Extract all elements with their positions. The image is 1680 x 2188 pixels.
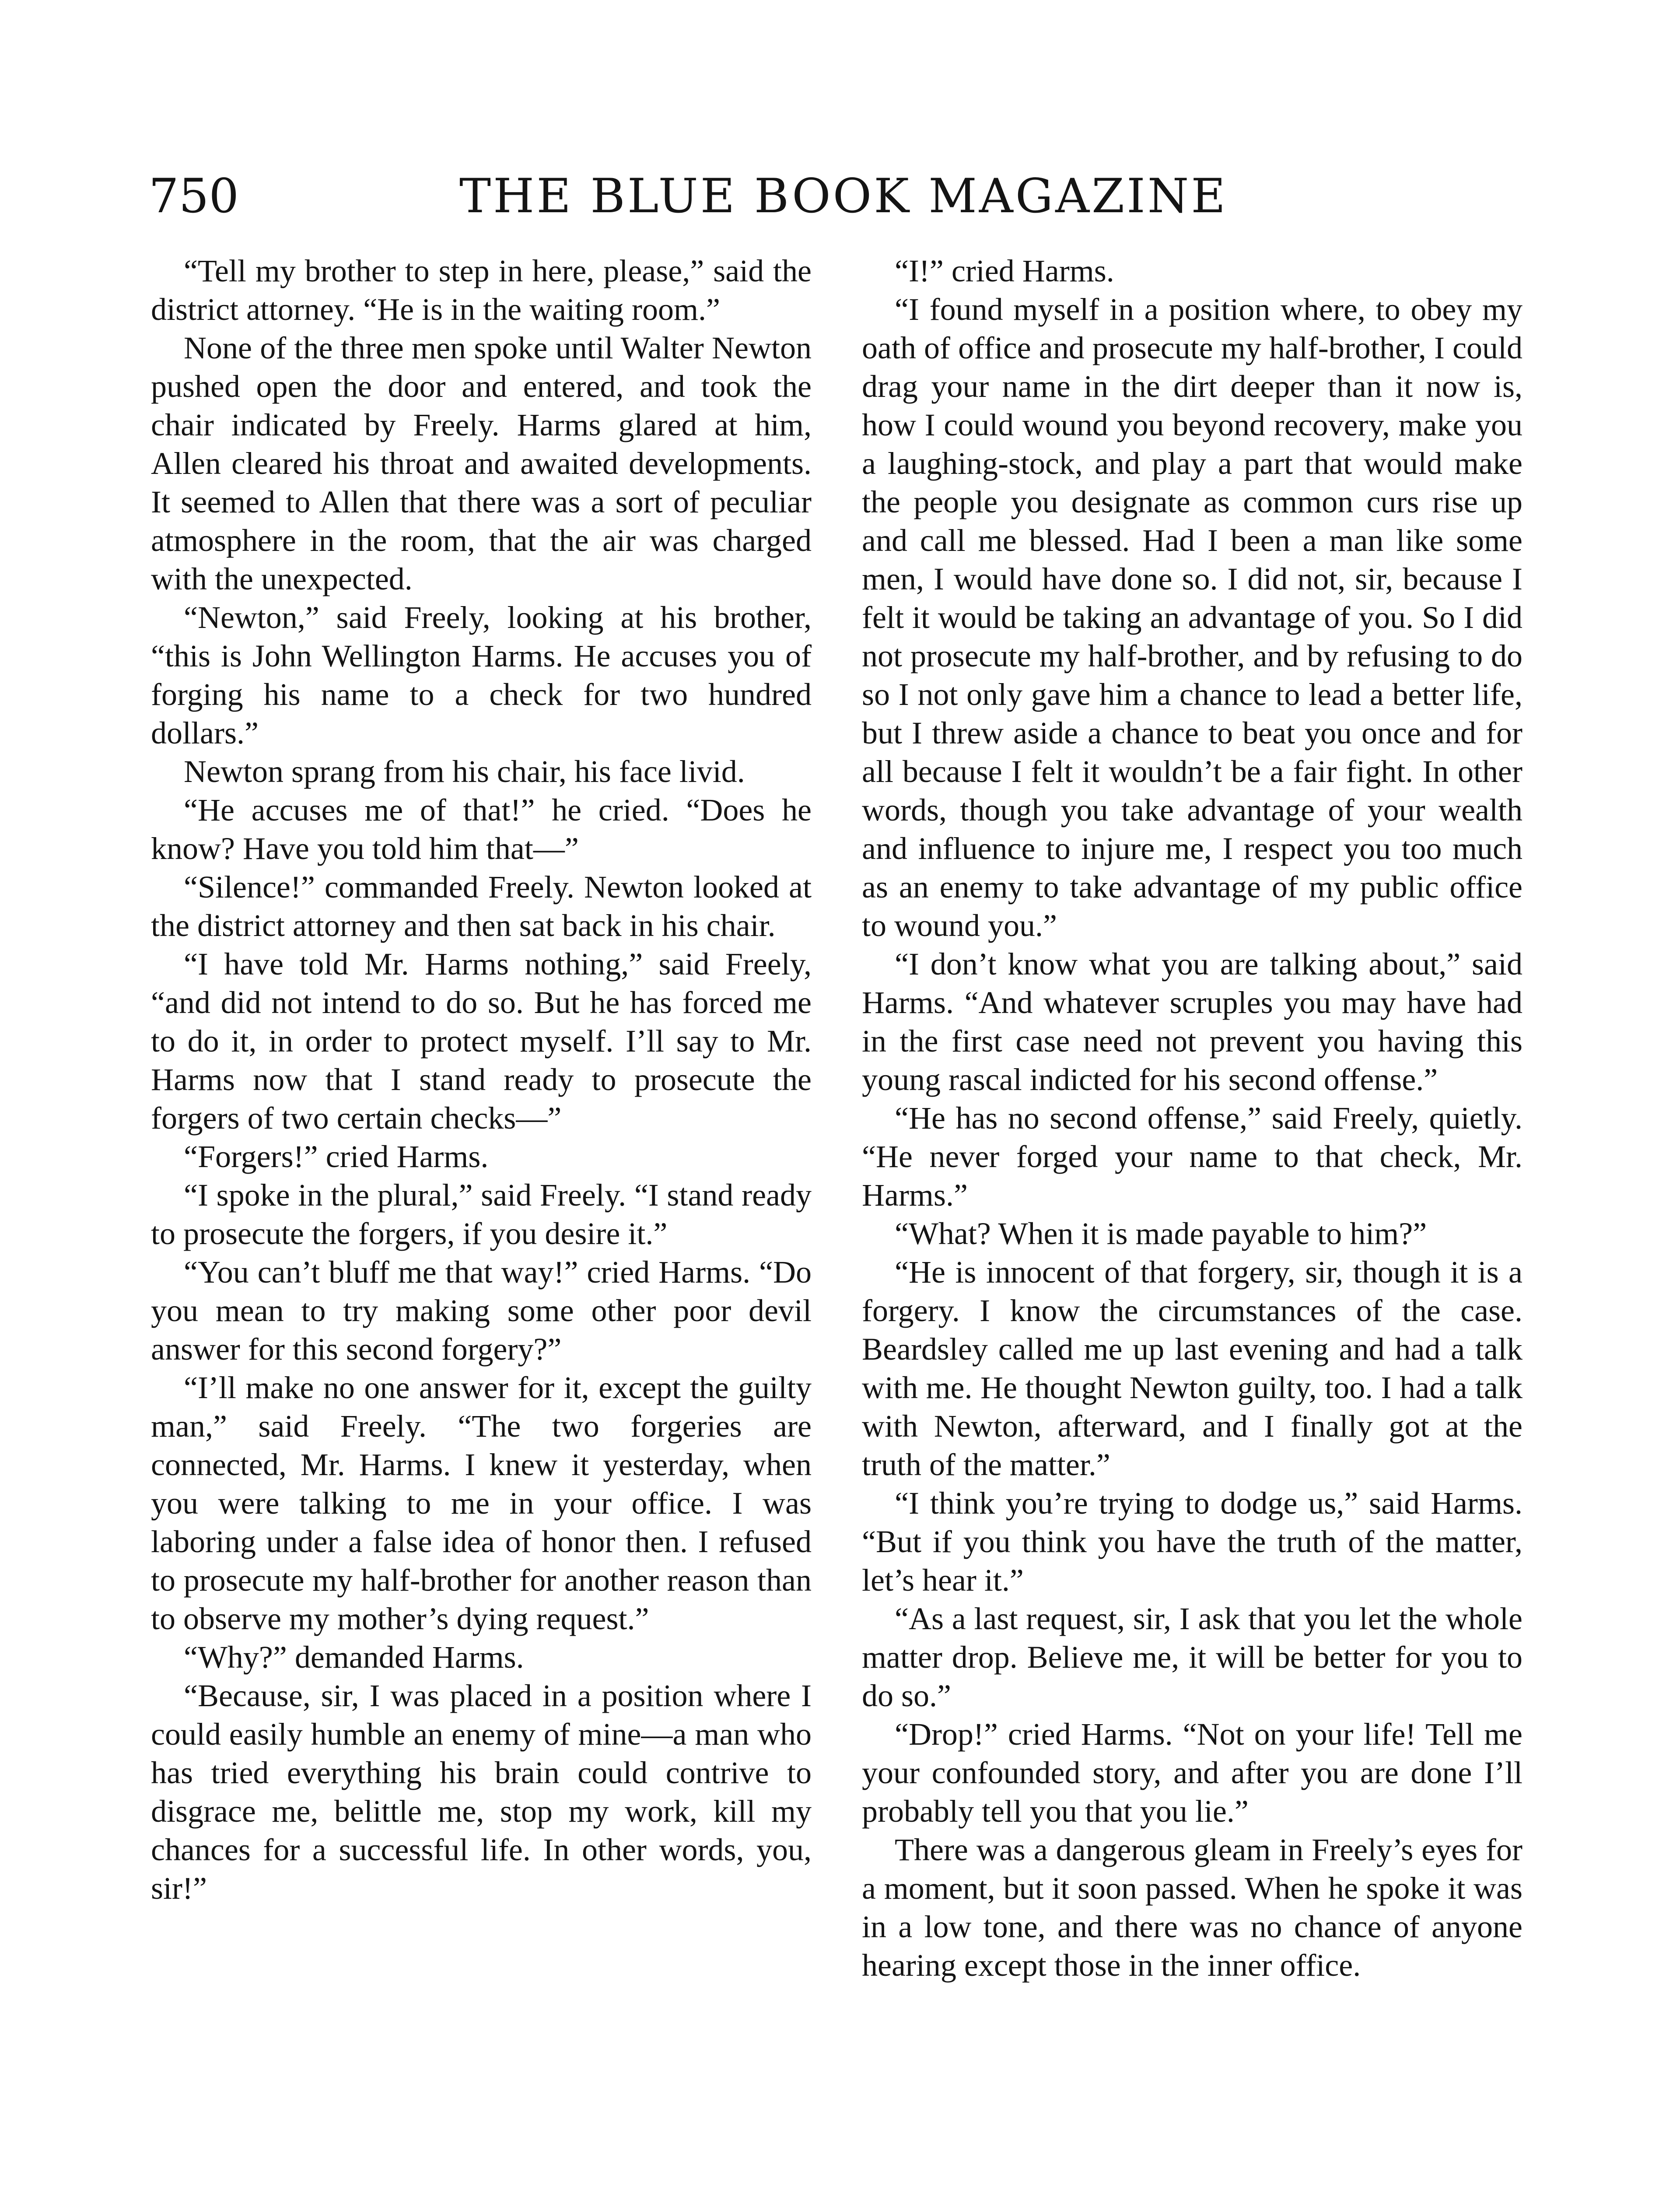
paragraph: “Drop!” cried Harms. “Not on your life! Tell me your confounded story, and after you are done I’ll probably tell you that you lie.”: [862, 1717, 1522, 1829]
paragraph: None of the three men spoke until Walter Newton pushed open the door and entered, and took the chair indicated by Freely. Harms glared at him, Allen cleared his throat and awaited developments. It seemed to Allen that there was a sort of peculiar atmosphere in the room, that the air was charged with the unexpected.: [151, 330, 812, 596]
paragraph: “I!” cried Harms.: [895, 253, 1114, 288]
paragraph: “I don’t know what you are talking about,” said Harms. “And whatever scruples you may have had in the first case need not prevent you having this young rascal indicted for his second offense.”: [862, 947, 1522, 1097]
paragraph: “I spoke in the plural,” said Freely. “I stand ready to prosecute the forgers, if you desire it.”: [151, 1178, 812, 1251]
paragraph: “I have told Mr. Harms nothing,” said Freely, “and did not intend to do so. But he has forced me to do it, in order to protect myself. I’ll say to Mr. Harms now that I stand ready to prosecute the forgers of two certain checks—”: [151, 947, 812, 1136]
page-header: [0, 0, 1680, 245]
paragraph: “Forgers!” cried Harms.: [184, 1139, 489, 1174]
paragraph: Newton sprang from his chair, his face livid.: [184, 754, 745, 789]
paragraph: “Because, sir, I was placed in a position where I could easily humble an enemy of mine—a man who has tried everything his brain could contrive to disgrace me, belittle me, stop my work, kill my chances for a successful life. In other words, you, sir!”: [151, 1678, 812, 1906]
paragraph: “He accuses me of that!” he cried. “Does he know? Have you told him that—”: [151, 792, 812, 866]
magazine-title: THE BLUE BOOK MAGAZINE: [459, 169, 1228, 224]
paragraph: There was a dangerous gleam in Freely’s eyes for a moment, but it soon passed. When he spoke it was in a low tone, and there was no chance of anyone hearing except those in the inner office.: [862, 1832, 1522, 1983]
paragraph: “Tell my brother to step in here, please,” said the district attorney. “He is in the waiting room.”: [151, 253, 812, 327]
paragraph: “Newton,” said Freely, looking at his brother, “this is John Wellington Harms. He accuses you of forging his name to a check for two hundred dollars.”: [151, 600, 812, 750]
paragraph: “He is innocent of that forgery, sir, though it is a forgery. I know the circumstances of the case. Beardsley called me up last evening and had a talk with me. He thought Newton guilty, too. I had a talk with Newton, afterward, and I finally got at the truth of the matter.”: [862, 1255, 1522, 1482]
text-column-left: [151, 252, 812, 1907]
paragraph: “What? When it is made payable to him?”: [895, 1216, 1427, 1251]
paragraph: “I found myself in a position where, to obey my oath of office and prosecute my half-brother, I could drag your name in the dirt deeper than it now is, how I could wound you beyond recovery, make you a laughing-stock, and play a part that would make the people you designate as common curs rise up and call me blessed. Had I been a man like some men, I would have done so. I did not, sir, because I felt it would be taking an advantage of you. So I did not prosecute my half-brother, and by refusing to do so I not only gave him a chance to lead a better life, but I threw aside a chance to beat you once and for all because I felt it wouldn’t be a fair fight. In other words, though you take advantage of your wealth and influence to injure me, I respect you too much as an enemy to take advantage of my public office to wound you.”: [862, 292, 1522, 943]
paragraph: “As a last request, sir, I ask that you let the whole matter drop. Believe me, it will be better for you to do so.”: [862, 1601, 1522, 1713]
text-column-right: [862, 252, 1522, 1985]
paragraph: “Why?” demanded Harms.: [184, 1640, 524, 1675]
paragraph: “Silence!” commanded Freely. Newton looked at the district attorney and then sat back in his chair.: [151, 870, 812, 943]
paragraph: “You can’t bluff me that way!” cried Harms. “Do you mean to try making some other poor devil answer for this second forgery?”: [151, 1255, 812, 1367]
paragraph: “He has no second offense,” said Freely, quietly. “He never forged your name to that check, Mr. Harms.”: [862, 1101, 1522, 1213]
page-number: 750: [149, 169, 239, 224]
paragraph: “I think you’re trying to dodge us,” said Harms. “But if you think you have the truth of the matter, let’s hear it.”: [862, 1486, 1522, 1598]
paragraph: “I’ll make no one answer for it, except the guilty man,” said Freely. “The two forgeries are connected, Mr. Harms. I knew it yesterday, when you were talking to me in your office. I was laboring under a false idea of honor then. I refused to prosecute my half-brother for another reason than to observe my mother’s dying request.”: [151, 1370, 812, 1636]
